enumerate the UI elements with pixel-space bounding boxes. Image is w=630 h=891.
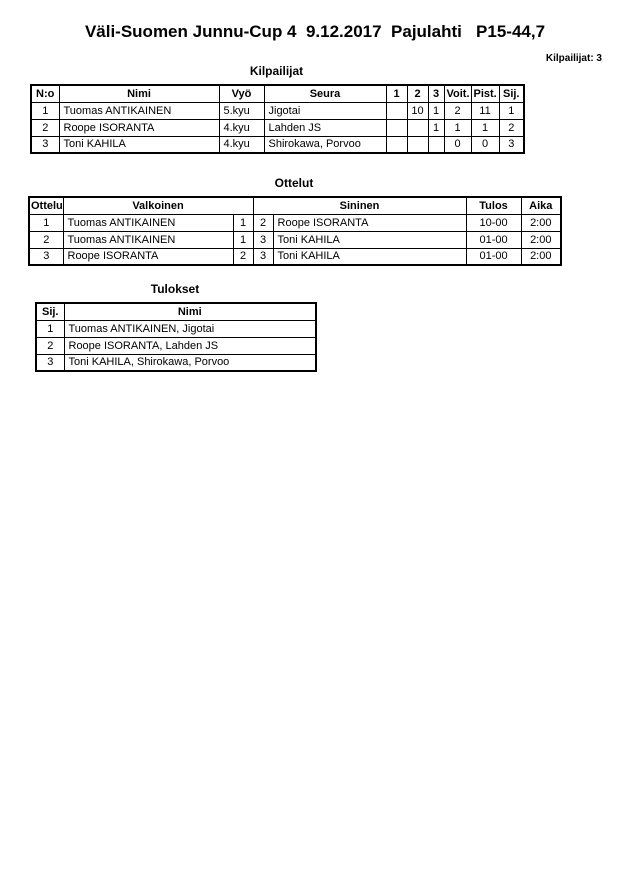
cell-score2: 10 — [407, 102, 428, 119]
kilpailijat-section — [30, 64, 523, 154]
tulokset-heading: Tulokset — [150, 282, 200, 296]
cell-seura: Lahden JS — [264, 119, 386, 136]
cell-time: 2:00 — [521, 248, 561, 265]
cell-vyo: 5.kyu — [219, 102, 264, 119]
ottelut-heading: Ottelut — [274, 176, 314, 190]
header-voit: Voit. — [444, 85, 471, 102]
header-col2: 2 — [407, 85, 428, 102]
cell-blue-number: 2 — [253, 214, 273, 231]
cell-blue-number: 3 — [253, 248, 273, 265]
cell-pist: 0 — [471, 136, 499, 153]
header-col1: 1 — [386, 85, 407, 102]
cell-voit: 2 — [444, 102, 471, 119]
kilpailijat-table — [30, 84, 525, 154]
header-pist: Pist. — [471, 85, 499, 102]
cell-white-name: Tuomas ANTIKAINEN — [63, 214, 233, 231]
cell-score1 — [386, 119, 407, 136]
kilpailijat-header-row — [31, 85, 524, 102]
cell-score3: 1 — [428, 102, 444, 119]
cell-seura: Jigotai — [264, 102, 386, 119]
cell-sij: 2 — [499, 119, 524, 136]
ottelut-section — [28, 176, 560, 266]
cell-white-number: 2 — [233, 248, 253, 265]
header-nimi: Nimi — [64, 303, 316, 320]
kilpailijat-row — [31, 119, 524, 136]
page-title: Väli-Suomen Junnu-Cup 4 9.12.2017 Pajulahti P15-44,7 — [84, 22, 546, 41]
cell-name: Roope ISORANTA, Lahden JS — [64, 337, 316, 354]
ottelut-row — [29, 248, 561, 265]
cell-place: 3 — [36, 354, 64, 371]
cell-white-name: Roope ISORANTA — [63, 248, 233, 265]
cell-score2 — [407, 119, 428, 136]
cell-score3: 1 — [428, 119, 444, 136]
cell-sij: 1 — [499, 102, 524, 119]
cell-name: Toni KAHILA, Shirokawa, Porvoo — [64, 354, 316, 371]
cell-pist: 11 — [471, 102, 499, 119]
cell-white-number: 1 — [233, 231, 253, 248]
cell-time: 2:00 — [521, 231, 561, 248]
cell-no: 1 — [31, 102, 59, 119]
cell-white-name: Tuomas ANTIKAINEN — [63, 231, 233, 248]
cell-match-no: 3 — [29, 248, 63, 265]
cell-seura: Shirokawa, Porvoo — [264, 136, 386, 153]
header-aika: Aika — [521, 197, 561, 214]
cell-white-number: 1 — [233, 214, 253, 231]
ottelut-row — [29, 214, 561, 231]
cell-vyo: 4.kyu — [219, 136, 264, 153]
header-sininen: Sininen — [253, 197, 466, 214]
ottelut-table — [28, 196, 562, 266]
cell-blue-number: 3 — [253, 231, 273, 248]
cell-nimi: Toni KAHILA — [59, 136, 219, 153]
header-vyo: Vyö — [219, 85, 264, 102]
cell-score2 — [407, 136, 428, 153]
header-sij: Sij. — [499, 85, 524, 102]
cell-blue-name: Roope ISORANTA — [273, 214, 466, 231]
cell-result: 01-00 — [466, 231, 521, 248]
cell-place: 2 — [36, 337, 64, 354]
cell-blue-name: Toni KAHILA — [273, 248, 466, 265]
cell-result: 01-00 — [466, 248, 521, 265]
header-no: N:o — [31, 85, 59, 102]
cell-place: 1 — [36, 320, 64, 337]
tulokset-table — [35, 302, 317, 372]
header-tulos: Tulos — [466, 197, 521, 214]
cell-blue-name: Toni KAHILA — [273, 231, 466, 248]
cell-score1 — [386, 102, 407, 119]
cell-time: 2:00 — [521, 214, 561, 231]
cell-pist: 1 — [471, 119, 499, 136]
cell-sij: 3 — [499, 136, 524, 153]
kilpailijat-row — [31, 136, 524, 153]
cell-no: 3 — [31, 136, 59, 153]
cell-match-no: 1 — [29, 214, 63, 231]
ottelut-header-row — [29, 197, 561, 214]
tulokset-row — [36, 337, 316, 354]
cell-voit: 0 — [444, 136, 471, 153]
header-sij: Sij. — [36, 303, 64, 320]
cell-score3 — [428, 136, 444, 153]
header-col3: 3 — [428, 85, 444, 102]
kilpailijat-heading: Kilpailijat — [249, 64, 304, 78]
cell-match-no: 2 — [29, 231, 63, 248]
cell-no: 2 — [31, 119, 59, 136]
cell-nimi: Tuomas ANTIKAINEN — [59, 102, 219, 119]
tulokset-row — [36, 354, 316, 371]
cell-voit: 1 — [444, 119, 471, 136]
ottelut-row — [29, 231, 561, 248]
header-nimi: Nimi — [59, 85, 219, 102]
tulokset-header-row — [36, 303, 316, 320]
header-valkoinen: Valkoinen — [63, 197, 253, 214]
cell-result: 10-00 — [466, 214, 521, 231]
competitor-count-label: Kilpailijat: 3 — [545, 53, 602, 64]
tulokset-section — [35, 282, 315, 372]
header-ottelu: Ottelu — [29, 197, 63, 214]
header-seura: Seura — [264, 85, 386, 102]
tulokset-row — [36, 320, 316, 337]
cell-name: Tuomas ANTIKAINEN, Jigotai — [64, 320, 316, 337]
cell-nimi: Roope ISORANTA — [59, 119, 219, 136]
cell-vyo: 4.kyu — [219, 119, 264, 136]
cell-score1 — [386, 136, 407, 153]
kilpailijat-row — [31, 102, 524, 119]
